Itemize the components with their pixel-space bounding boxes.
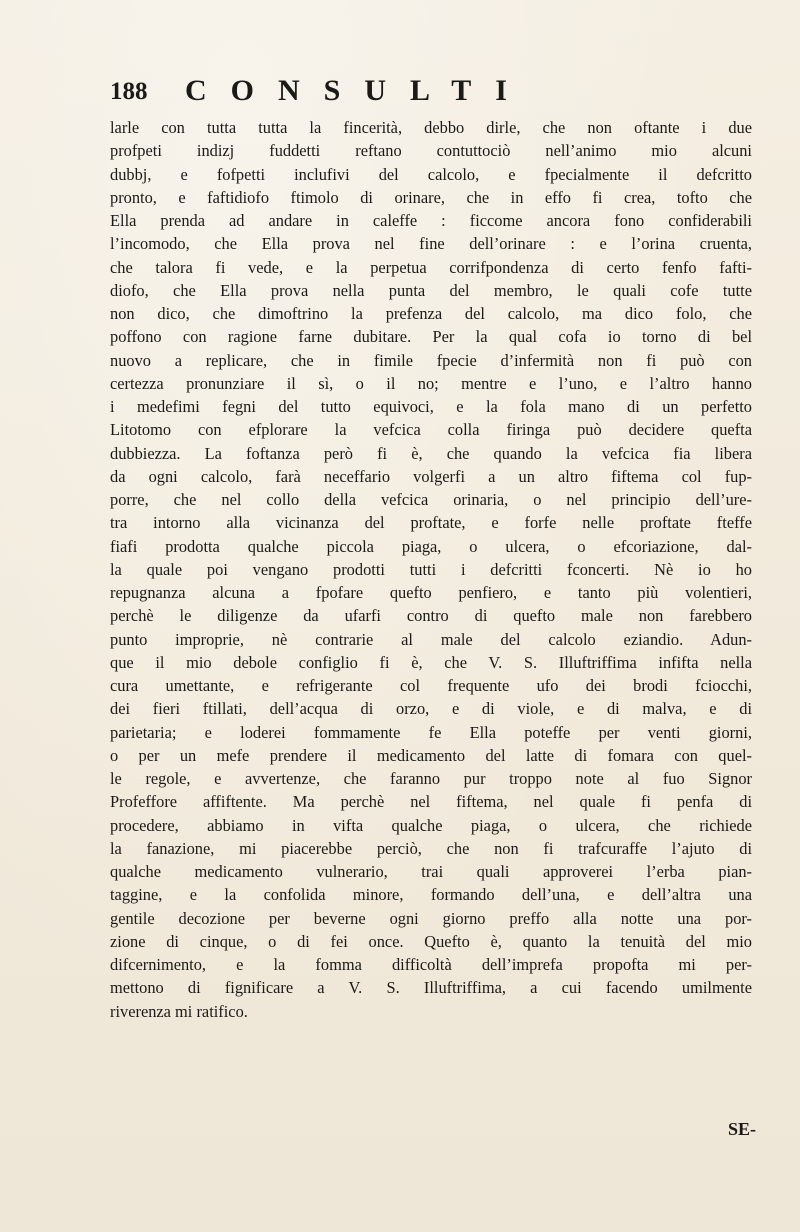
- text-line: cura umettante, e refrigerante col frequente ufo dei brodi fciocchi,: [110, 676, 752, 695]
- text-line: la fanazione, mi piacerebbe perciò, che non fi trafcuraffe l’ajuto di: [110, 838, 752, 858]
- text-line: riverenza mi ratifico.: [110, 1001, 248, 1021]
- text-line: pronto, e faftidiofo ftimolo di orinare, che in effo fi crea, tofto che: [110, 187, 752, 207]
- text-line: Ella prenda ad andare in caleffe : ficcome ancora fono confiderabili: [110, 211, 752, 230]
- text-line: que il mio debole configlio fi è, che V. S. Illuftriffima infifta nella: [110, 652, 752, 672]
- text-line: tra intorno alla vicinanza del proftate, e forfe nelle proftate fteffe: [110, 513, 752, 533]
- text-line: perchè le diligenze da ufarfi contro di quefto male non farebbero: [110, 606, 752, 626]
- page-header: [110, 72, 750, 112]
- text-line: Profeffore affiftente. Ma perchè nel fiftema, nel quale fi penfa di: [110, 792, 752, 812]
- text-line: punto improprie, nè contrarie al male del calcolo eziandio. Adun-: [110, 629, 752, 649]
- text-line: porre, che nel collo della vefcica orinaria, o nel principio dell’ure-: [110, 490, 752, 509]
- text-line: dubbiezza. La foftanza però fi è, che quando la vefcica fia libera: [110, 443, 752, 463]
- text-line: mettono di fignificare a V. S. Illuftriffima, a cui facendo umilmente: [110, 978, 752, 998]
- text-line: da ogni calcolo, farà neceffario volgerfi a un altro fiftema col fup-: [110, 466, 752, 486]
- text-line: poffono con ragione farne dubitare. Per la qual cofa io torno di bel: [110, 327, 752, 347]
- text-line: larle con tutta tutta la fincerità, debbo dirle, che non oftante i due: [110, 118, 752, 137]
- text-line: Litotomo con efplorare la vefcica colla firinga può decidere quefta: [110, 420, 752, 440]
- text-line: dei fieri ftillati, dell’acqua di orzo, e di viole, e di malva, e di: [110, 699, 752, 719]
- text-line: repugnanza alcuna a fpofare quefto penfiero, e tanto più volentieri,: [110, 583, 752, 602]
- text-line: certezza pronunziare il sì, o il no; mentre e l’uno, e l’altro hanno: [110, 373, 752, 393]
- text-line: zione di cinque, o di fei once. Quefto è, quanto la tenuità del mio: [110, 931, 752, 951]
- text-line: o per un mefe prendere il medicamento del latte di fomara con quel-: [110, 745, 752, 765]
- text-line: la quale poi vengano prodotti tutti i defcritti fconcerti. Nè io ho: [110, 559, 752, 579]
- text-line: nuovo a replicare, che in fimile fpecie d’infermità non fi può con: [110, 350, 752, 370]
- text-line: che talora fi vede, e la perpetua corrifpondenza di certo fenfo fafti-: [110, 257, 752, 277]
- catchword: SE-: [728, 1119, 757, 1139]
- body-text: [110, 116, 752, 1023]
- text-line: difcernimento, e la fomma difficoltà dell’imprefa propofta mi per-: [110, 955, 752, 974]
- text-line: procedere, abbiamo in vifta qualche piaga, o ulcera, che richiede: [110, 815, 752, 835]
- text-line: l’incomodo, che Ella prova nel fine dell’orinare : e l’orina cruenta,: [110, 234, 752, 254]
- text-line: fiafi prodotta qualche piccola piaga, o ulcera, o efcoriazione, dal-: [110, 536, 752, 556]
- text-line: le regole, e avvertenze, che faranno pur troppo note al fuo Signor: [110, 769, 752, 788]
- text-line: taggine, e la confolida minore, formando dell’una, e dell’altra una: [110, 885, 752, 905]
- running-title: CONSULTI: [185, 74, 531, 107]
- text-line: diofo, che Ella prova nella punta del membro, le quali cofe tutte: [110, 280, 752, 300]
- text-line: profpeti indizj fuddetti reftano contuttociò nell’animo mio alcuni: [110, 141, 752, 161]
- text-line: dubbj, e fofpetti inclufivi del calcolo, e fpecialmente il defcritto: [110, 164, 752, 184]
- page-number: 188: [110, 78, 148, 105]
- text-line: parietaria; e loderei fommamente fe Ella poteffe per venti giorni,: [110, 722, 752, 742]
- text-line: i medefimi fegni del tutto equivoci, e la fola mano di un perfetto: [110, 397, 752, 416]
- text-line: gentile decozione per beverne ogni giorno preffo alla notte una por-: [110, 908, 752, 928]
- text-line: qualche medicamento vulnerario, trai quali approverei l’erba pian-: [110, 862, 752, 881]
- text-line: non dico, che dimoftrino la prefenza del calcolo, ma dico folo, che: [110, 304, 752, 323]
